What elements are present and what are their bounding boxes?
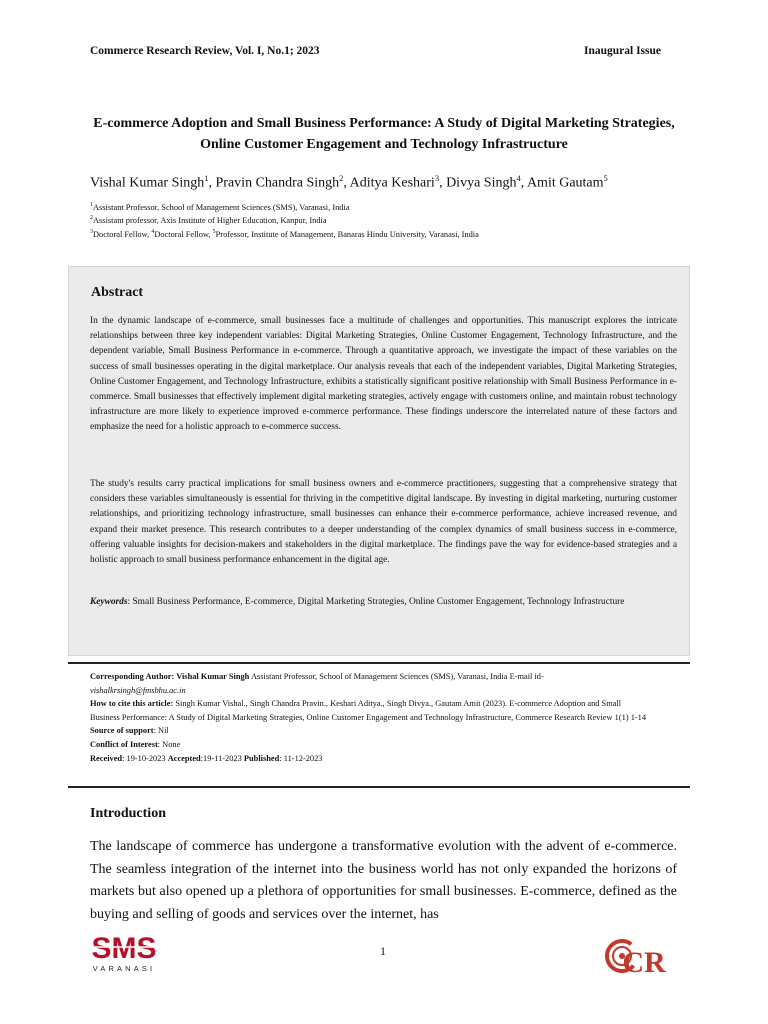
author-name: Amit Gautam (526, 175, 604, 191)
divider-top (68, 662, 690, 664)
author-name: Divya Singh (446, 175, 517, 191)
introduction-heading: Introduction (90, 806, 166, 821)
sms-logo-text: SMS (91, 932, 157, 965)
introduction-text: The landscape of commerce has undergone a transformative evolution with the advent of e-commerce. The seamless integration of the internet into the business world has not only expanded the horizons of markets but also opened up a plethora of opportunities for small businesses. E-commerce, defined as the buying and selling of goods and services over the internet, has (90, 839, 677, 922)
affiliation-3: $^3$Doctoral Fellow, $^4$Doctoral Fellow, $^5$Professor, Institute of Management, Banaras Hindu University, Varanasi, India (90, 228, 479, 239)
author-sup: 4 (516, 173, 521, 183)
author-name: Vishal Kumar Singh (90, 175, 205, 191)
keywords-text: : Small Business Performance, E-commerce, Digital Marketing Strategies, Online Customer Engagement, Technology Infrastructure (127, 597, 625, 607)
abstract-paragraph-2: The study's results carry practical implications for small business owners and e-commerce practitioners, suggesting that a comprehensive strategy that considers these variables simultaneously is essential for thriving in the competitive digital landscape. By investing in digital marketing, nurturing customer relationships, and prioritizing technology infrastructure, small businesses can enhance their e-commerce performance, achieve increased revenue, and expand their market presence. This research contributes to a deeper understanding of the complex dynamics of small business success in e-commerce, offering valuable insights for decision-makers and stakeholders in the digital marketplace. The findings pave the way for evidence-based strategies and a holistic approach to small business performance enhancement in the digital age. (90, 479, 677, 566)
corresponding-author: Corresponding Author: Vishal Kumar Singh Assistant Professor, School of Management Sciences (SMS), Varanasi, India E-mail id- vishalkrsingh@fmsbhu.ac.in (90, 672, 544, 695)
keywords (90, 596, 677, 610)
dates: Received: 19-10-2023 Accepted:19-11-2023 Published: 11-12-2023 (90, 753, 323, 763)
author-list: Vishal Kumar Singh$^1$, Pravin Chandra Singh$^2$, Aditya Keshari$^3$, Divya Singh$^4$, Amit Gautam$^5$ (90, 173, 608, 191)
cr-logo-text: CR (622, 946, 666, 979)
author-sup: 1 (204, 173, 209, 183)
conflict-of-interest: Conflict of Interest: None (90, 739, 181, 749)
sms-logo (90, 930, 158, 974)
author-sup: 2 (339, 173, 344, 183)
cr-logo (598, 930, 666, 979)
abstract-paragraph-1: In the dynamic landscape of e-commerce, small businesses face a multitude of challenges and opportunities. This manuscript explores the intricate relationships between three key independent variables: Digital Marketing Strategies, Online Customer Engagement, Technology Infrastructure, and the dependent variable, Small Business Performance in e-commerce. Through a quantitative approach, we investigate the impact of these variables on the success of small businesses operating in the digital marketplace. Our analysis reveals that each of the independent variables, Digital Marketing Strategies, Online Customer Engagement, and Technology Infrastructure, exhibits a statistically significant positive relationship with Small Business Performance in e-commerce. Small businesses that effectively implement digital marketing strategies, actively engage with customers online, and maintain robust technology infrastructure are more likely to experience improved e-commerce performance. These findings underscore the interrelated nature of these factors and emphasize the need for a holistic approach to e-commerce success. (90, 316, 677, 433)
affiliations (90, 200, 690, 240)
author-sup: 3 (434, 173, 440, 183)
keywords-label: Keywords (90, 597, 128, 607)
page-number: 1 (380, 944, 386, 958)
article-meta (90, 670, 650, 765)
sms-logo-sub: VARANASI (92, 964, 156, 973)
source-of-support: Source of support: Nil (90, 726, 169, 736)
email-link[interactable]: vishalkrsingh@fmsbhu.ac.in (90, 685, 186, 695)
journal-header: Commerce Research Review, Vol. I, No.1; 2023 (90, 45, 320, 57)
citation: How to cite this article: Singh Kumar Vishal., Singh Chandra Pravin., Keshari Aditya., Singh Divya., Gautam Amit (2023). E-commerce Adoption and Small Business Performance: A Study of Digital Marketing Strategies, Online Customer Engagement and Technology Infrastructure, Commerce Research Review 1(1) 1-14 (90, 699, 647, 722)
abstract-heading: Abstract (91, 285, 144, 300)
affiliation-1: $^1$Assistant Professor, School of Management Sciences (SMS), Varanasi, India (90, 202, 350, 212)
author-sup: 5 (603, 173, 608, 183)
paper-title: E-commerce Adoption and Small Business Performance: A Study of Digital Marketing Strategies, Online Customer Engagement and Technology Infrastructure (93, 116, 675, 152)
affiliation-2: $^2$Assistant professor, Axis Institute of Higher Education, Kanpur, India (90, 215, 327, 226)
author-name: Pravin Chandra Singh (215, 175, 340, 191)
issue-label: Inaugural Issue (583, 45, 661, 57)
author-name: Aditya Keshari (349, 175, 435, 191)
divider-bottom (68, 786, 690, 788)
